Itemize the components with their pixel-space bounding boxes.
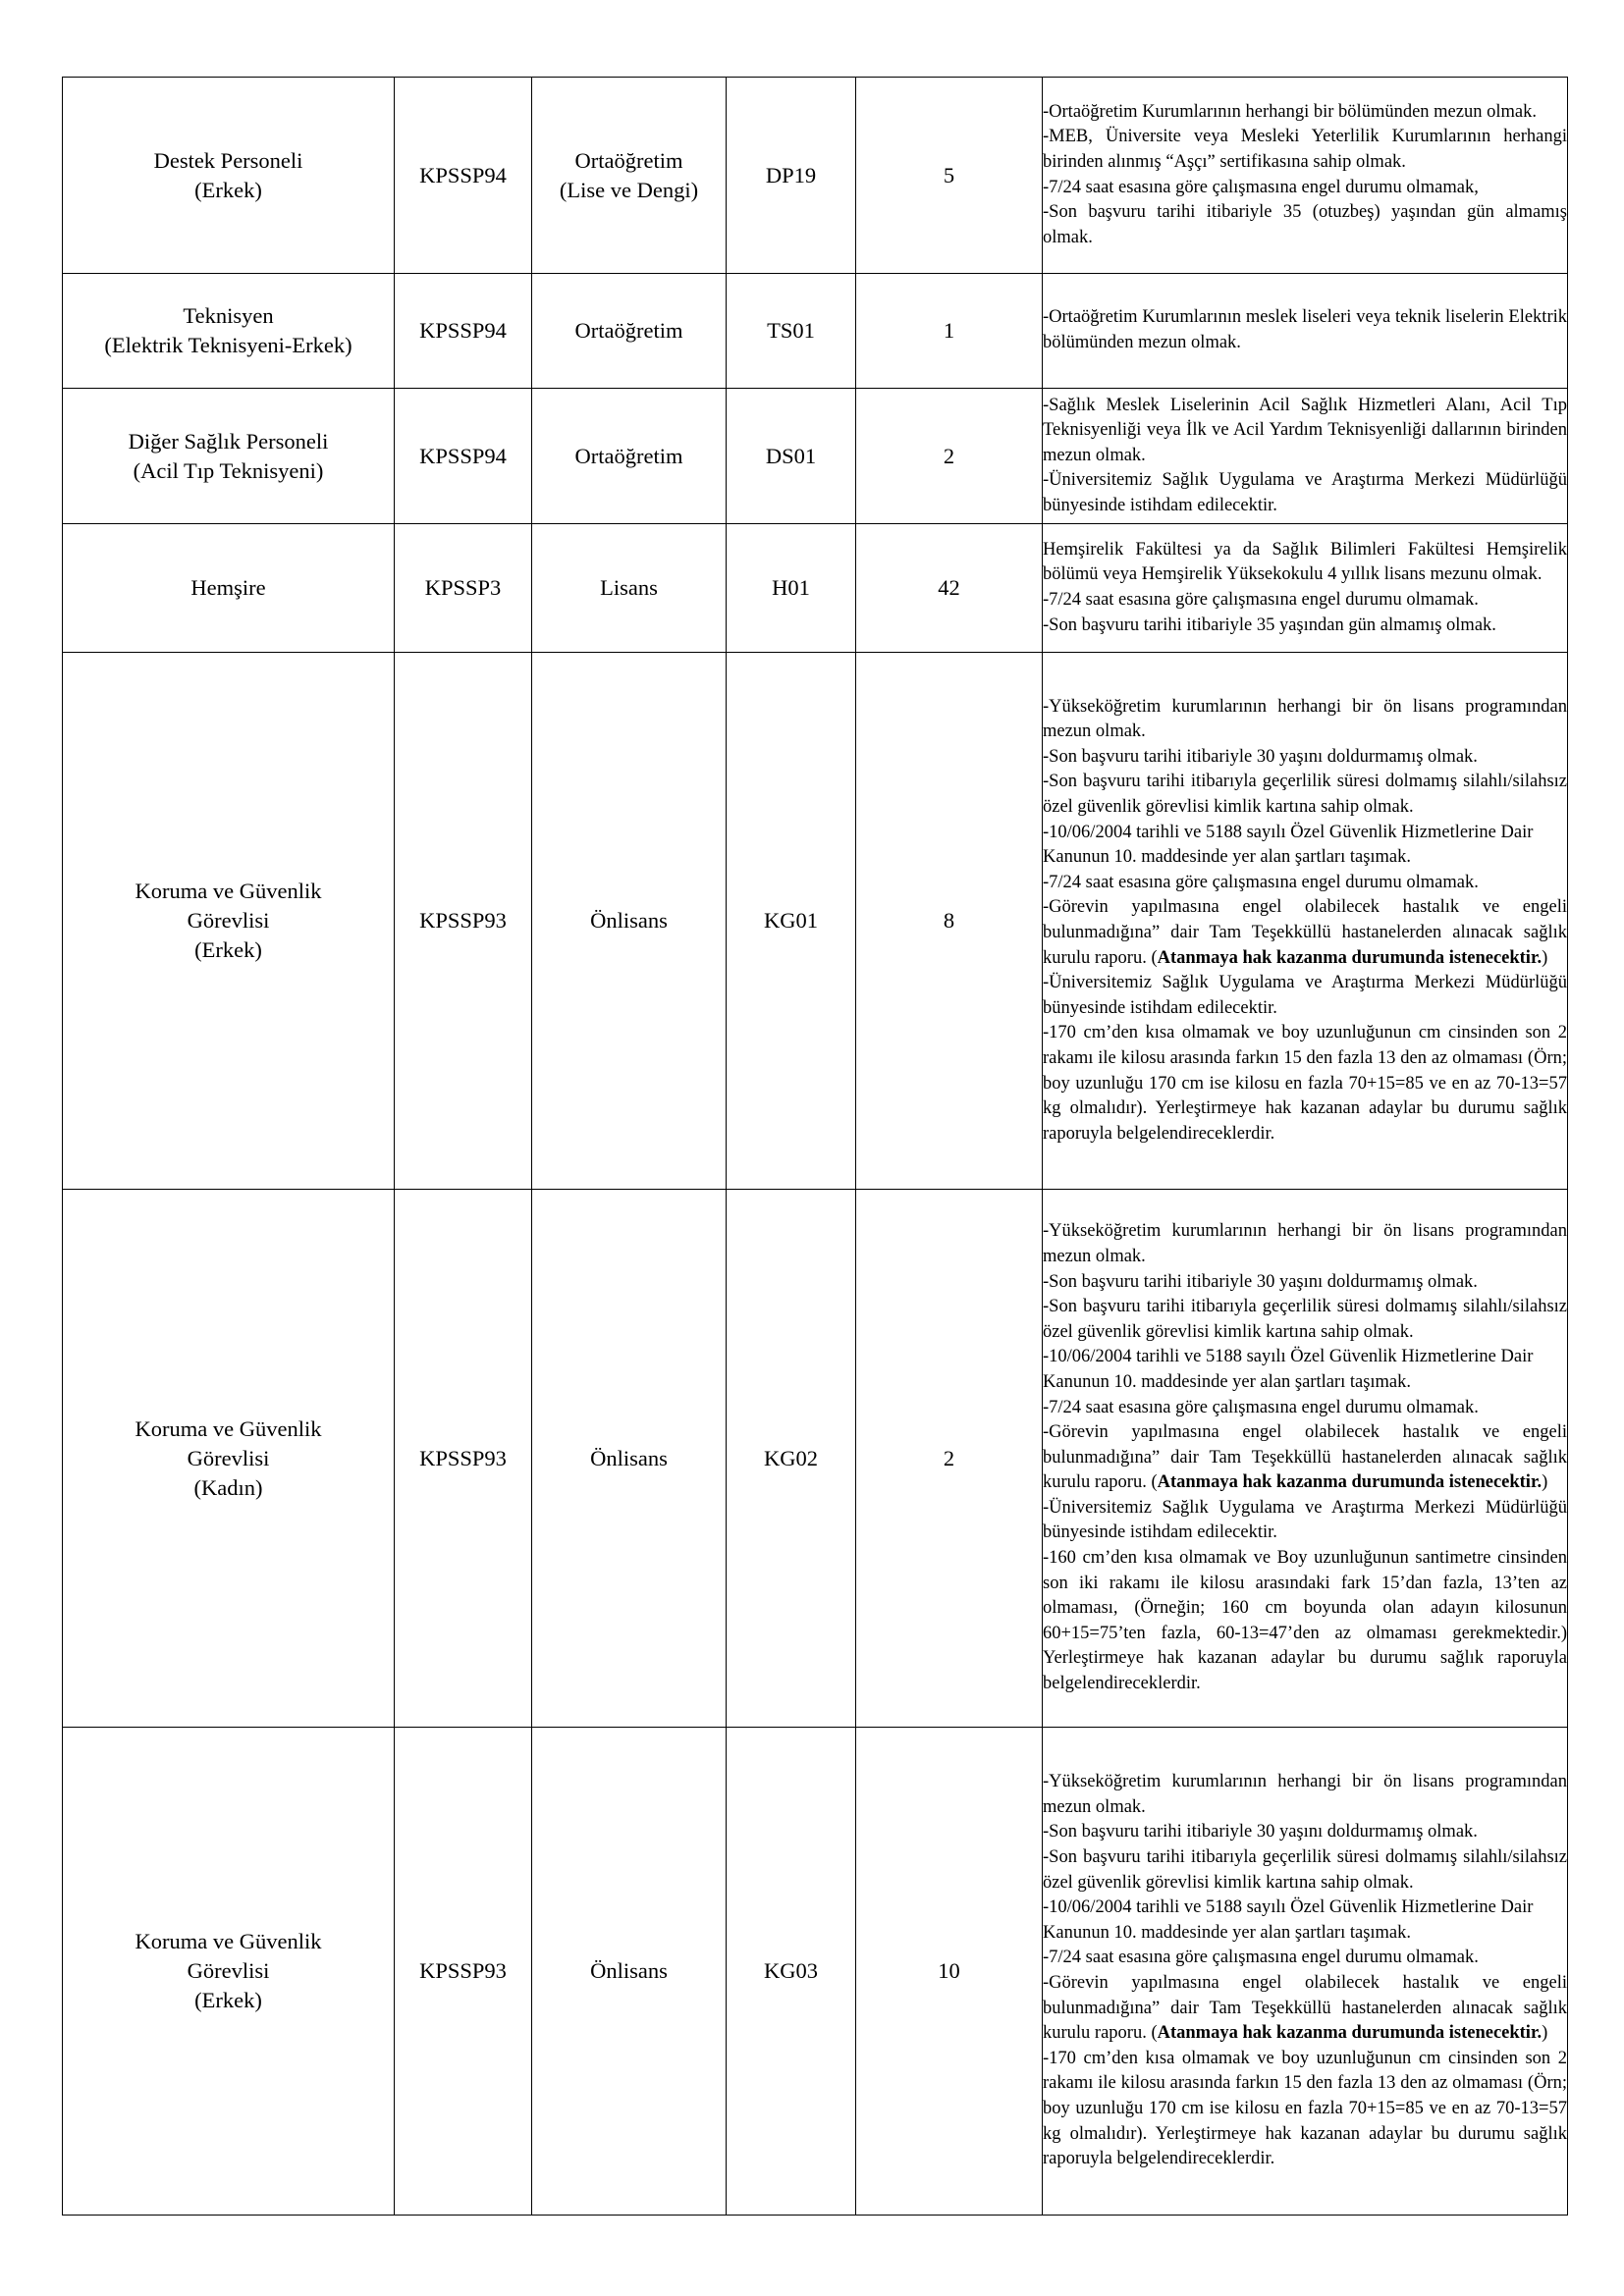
requirements	[1043, 1190, 1568, 1728]
position-title: Koruma ve Güvenlik Görevlisi (Erkek)	[63, 1728, 395, 2216]
requirement-item: Hemşirelik Fakültesi ya da Sağlık Bilimleri Fakültesi Hemşirelik bölümü veya Hemşirelik Yüksekokulu 4 yıllık lisans mezunu olmak.	[1043, 539, 1567, 585]
position-code: KG03	[727, 1728, 856, 2216]
position-code: DP19	[727, 78, 856, 274]
education-level: Ortaöğretim	[532, 274, 727, 389]
requirement-item: -Yükseköğretim kurumlarının herhangi bir ön lisans programından mezun olmak.	[1043, 696, 1567, 742]
kpss-type: KPSSP94	[395, 274, 532, 389]
requirement-item: -Ortaöğretim Kurumlarının herhangi bir bölümünden mezun olmak.	[1043, 101, 1537, 122]
kpss-type: KPSSP94	[395, 78, 532, 274]
position-count: 10	[856, 1728, 1043, 2216]
requirement-item: -Son başvuru tarihi itibariyle 30 yaşını doldurmamış olmak.	[1043, 746, 1478, 767]
bold-note: Atanmaya hak kazanma durumunda istenecektir.	[1157, 1472, 1543, 1493]
kpss-type: KPSSP93	[395, 653, 532, 1190]
requirement-item: -Son başvuru tarihi itibariyle 35 (otuzbeş) yaşından gün almamış olmak.	[1043, 202, 1567, 247]
requirement-item: -Sağlık Meslek Liselerinin Acil Sağlık Hizmetleri Alanı, Acil Tıp Teknisyenliği veya İlk ve Acil Yardım Teknisyenliği dallarının birinden mezun olmak.	[1043, 395, 1567, 465]
position-title: Koruma ve Güvenlik Görevlisi (Kadın)	[63, 1190, 395, 1728]
education-level: Önlisans	[532, 1190, 727, 1728]
kpss-type: KPSSP93	[395, 1190, 532, 1728]
position-code: H01	[727, 524, 856, 653]
requirement-item: -Son başvuru tarihi itibarıyla geçerlilik süresi dolmamış silahlı/silahsız özel güvenlik görevlisi kimlik kartına sahip olmak.	[1043, 1847, 1567, 1893]
position-count: 42	[856, 524, 1043, 653]
position-count: 2	[856, 1190, 1043, 1728]
kpss-type: KPSSP3	[395, 524, 532, 653]
position-title: Destek Personeli (Erkek)	[63, 78, 395, 274]
position-count: 1	[856, 274, 1043, 389]
position-title: Hemşire	[63, 524, 395, 653]
requirement-item: -Yükseköğretim kurumlarının herhangi bir ön lisans programından mezun olmak.	[1043, 1221, 1567, 1266]
requirement-item: -Üniversitemiz Sağlık Uygulama ve Araştırma Merkezi Müdürlüğü bünyesinde istihdam edilecektir.	[1043, 470, 1567, 515]
requirement-item: -7/24 saat esasına göre çalışmasına engel durumu olmamak,	[1043, 177, 1479, 197]
requirement-item: -Ortaöğretim Kurumlarının meslek liseleri veya teknik liselerin Elektrik bölümünden mezun olmak.	[1043, 307, 1567, 352]
table-row	[63, 524, 1568, 653]
job-table	[62, 77, 1568, 2216]
requirement-item: -Görevin yapılmasına engel olabilecek hastalık ve engeli bulunmadığına” dair Tam Teşekküllü hastanelerden alınacak sağlık kurulu raporu. (Atanmaya hak kazanma durumunda istenecektir.)	[1043, 897, 1567, 968]
table-row	[63, 1728, 1568, 2216]
requirement-item: -7/24 saat esasına göre çalışmasına engel durumu olmamak.	[1043, 1397, 1479, 1417]
requirements	[1043, 524, 1568, 653]
requirement-item: -7/24 saat esasına göre çalışmasına engel durumu olmamak.	[1043, 1948, 1479, 1968]
requirements	[1043, 389, 1568, 524]
education-level: Önlisans	[532, 1728, 727, 2216]
table-row	[63, 1190, 1568, 1728]
education-level: Lisans	[532, 524, 727, 653]
position-code: TS01	[727, 274, 856, 389]
requirement-item: -Görevin yapılmasına engel olabilecek hastalık ve engeli bulunmadığına” dair Tam Teşekküllü hastanelerden alınacak sağlık kurulu raporu. (Atanmaya hak kazanma durumunda istenecektir.)	[1043, 1973, 1567, 2044]
requirement-item: -7/24 saat esasına göre çalışmasına engel durumu olmamak.	[1043, 590, 1479, 610]
requirements	[1043, 1728, 1568, 2216]
requirement-item: -Görevin yapılmasına engel olabilecek hastalık ve engeli bulunmadığına” dair Tam Teşekküllü hastanelerden alınacak sağlık kurulu raporu. (Atanmaya hak kazanma durumunda istenecektir.)	[1043, 1422, 1567, 1493]
position-count: 2	[856, 389, 1043, 524]
requirements	[1043, 274, 1568, 389]
requirement-item: -Üniversitemiz Sağlık Uygulama ve Araştırma Merkezi Müdürlüğü bünyesinde istihdam edilecektir.	[1043, 973, 1567, 1018]
education-level: Önlisans	[532, 653, 727, 1190]
requirement-item: -160 cm’den kısa olmamak ve Boy uzunluğunun santimetre cinsinden son iki rakamı ile kilosu arasındaki fark 15’dan fazla, 13’ten az olmaması, (Örneğin; 160 cm boyunda olan adayın kilosunun 60+15=75’ten fazla, 60-13=47’den az olmaması gerekmektedir.) Yerleştirmeye hak kazanan adaylar bu durumu sağlık raporuyla belgelendireceklerdir.	[1043, 1548, 1567, 1694]
position-code: KG01	[727, 653, 856, 1190]
table-row	[63, 653, 1568, 1190]
requirement-item: -Son başvuru tarihi itibarıyla geçerlilik süresi dolmamış silahlı/silahsız özel güvenlik görevlisi kimlik kartına sahip olmak.	[1043, 1297, 1567, 1342]
position-count: 5	[856, 78, 1043, 274]
requirements	[1043, 653, 1568, 1190]
table-row	[63, 389, 1568, 524]
education-level: Ortaöğretim (Lise ve Dengi)	[532, 78, 727, 274]
position-code: DS01	[727, 389, 856, 524]
table-row	[63, 274, 1568, 389]
requirements	[1043, 78, 1568, 274]
position-title: Koruma ve Güvenlik Görevlisi (Erkek)	[63, 653, 395, 1190]
position-title: Diğer Sağlık Personeli (Acil Tıp Teknisyeni)	[63, 389, 395, 524]
requirement-item: -7/24 saat esasına göre çalışmasına engel durumu olmamak.	[1043, 872, 1479, 892]
requirement-item: -Son başvuru tarihi itibariyle 30 yaşını doldurmamış olmak.	[1043, 1822, 1478, 1842]
position-count: 8	[856, 653, 1043, 1190]
requirement-item: -Yükseköğretim kurumlarının herhangi bir ön lisans programından mezun olmak.	[1043, 1772, 1567, 1817]
bold-note: Atanmaya hak kazanma durumunda istenecektir.	[1157, 2023, 1543, 2044]
requirement-item: -Son başvuru tarihi itibariyle 35 yaşından gün almamış olmak.	[1043, 614, 1496, 635]
kpss-type: KPSSP93	[395, 1728, 532, 2216]
table-row	[63, 78, 1568, 274]
requirement-item: -10/06/2004 tarihli ve 5188 sayılı Özel Güvenlik Hizmetlerine Dair Kanunun 10. maddesinde yer alan şartları taşımak.	[1043, 822, 1534, 868]
education-level: Ortaöğretim	[532, 389, 727, 524]
position-code: KG02	[727, 1190, 856, 1728]
bold-note: Atanmaya hak kazanma durumunda istenecektir.	[1157, 947, 1543, 968]
requirement-item: -170 cm’den kısa olmamak ve boy uzunluğunun cm cinsinden son 2 rakamı ile kilosu arasında farkın 15 den fazla 13 den az olmaması (Örn; boy uzunluğu 170 cm ise kilosu en fazla 70+15=85 ve en az 70-13=57 kg olmalıdır). Yerleştirmeye hak kazanan adaylar bu durumu sağlık raporuyla belgelendireceklerdir.	[1043, 1023, 1567, 1144]
requirement-item: -Üniversitemiz Sağlık Uygulama ve Araştırma Merkezi Müdürlüğü bünyesinde istihdam edilecektir.	[1043, 1497, 1567, 1543]
requirement-item: -MEB, Üniversite veya Mesleki Yeterlilik Kurumlarının herhangi birinden alınmış “Aşçı” sertifikasına sahip olmak.	[1043, 127, 1567, 172]
requirement-item: -Son başvuru tarihi itibarıyla geçerlilik süresi dolmamış silahlı/silahsız özel güvenlik görevlisi kimlik kartına sahip olmak.	[1043, 772, 1567, 818]
requirement-item: -10/06/2004 tarihli ve 5188 sayılı Özel Güvenlik Hizmetlerine Dair Kanunun 10. maddesinde yer alan şartları taşımak.	[1043, 1897, 1534, 1943]
requirement-item: -10/06/2004 tarihli ve 5188 sayılı Özel Güvenlik Hizmetlerine Dair Kanunun 10. maddesinde yer alan şartları taşımak.	[1043, 1347, 1534, 1392]
requirement-item: -Son başvuru tarihi itibariyle 30 yaşını doldurmamış olmak.	[1043, 1271, 1478, 1292]
requirement-item: -170 cm’den kısa olmamak ve boy uzunluğunun cm cinsinden son 2 rakamı ile kilosu arasında farkın 15 den fazla 13 den az olmaması (Örn; boy uzunluğu 170 cm ise kilosu en fazla 70+15=85 ve en az 70-13=57 kg olmalıdır). Yerleştirmeye hak kazanan adaylar bu durumu sağlık raporuyla belgelendireceklerdir.	[1043, 2048, 1567, 2169]
position-title: Teknisyen (Elektrik Teknisyeni-Erkek)	[63, 274, 395, 389]
kpss-type: KPSSP94	[395, 389, 532, 524]
